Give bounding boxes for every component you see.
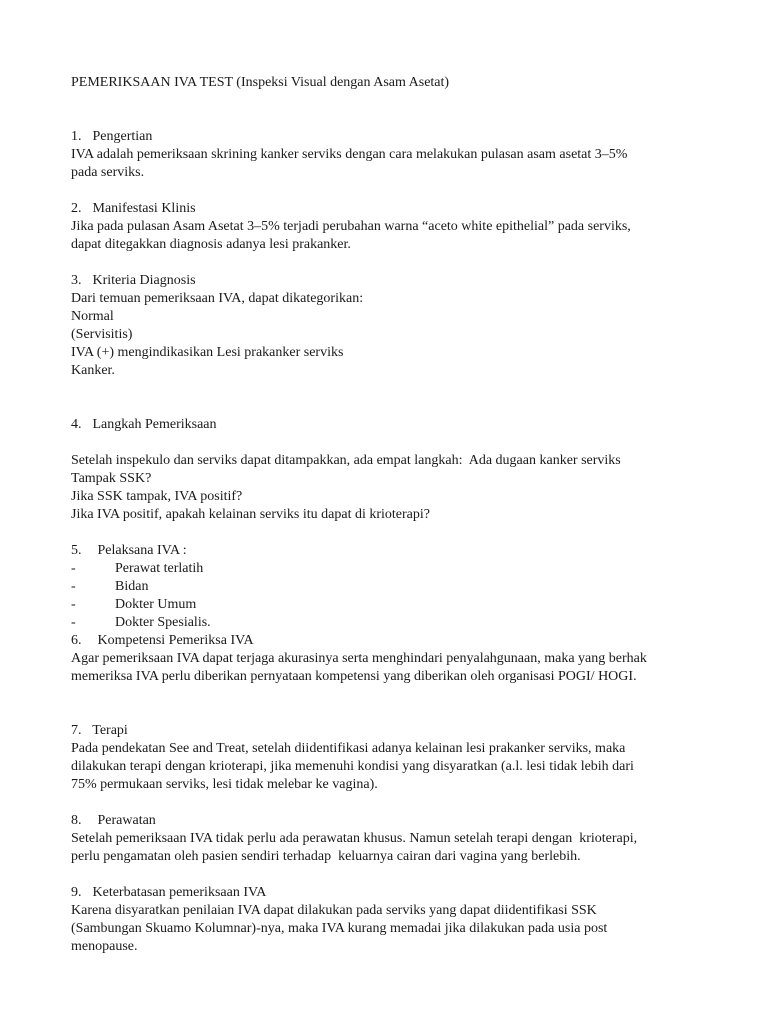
list-dash: - bbox=[71, 615, 76, 630]
section-pelaksana-iva bbox=[71, 542, 711, 632]
paragraph-line: Jika SSK tampak, IVA positif? bbox=[71, 489, 243, 504]
section-heading bbox=[71, 884, 711, 902]
section-number: 9. bbox=[71, 885, 82, 900]
section-title: Kriteria Diagnosis bbox=[92, 273, 196, 288]
section-terapi bbox=[71, 722, 711, 794]
paragraph-line: (Sambungan Skuamo Kolumnar)-nya, maka IVA kurang memadai jika dilakukan pada usia post bbox=[71, 921, 608, 936]
section-langkah-pemeriksaan bbox=[71, 416, 711, 524]
section-title: Perawatan bbox=[97, 813, 156, 828]
paragraph-line: Jika IVA positif, apakah kelainan serviks itu dapat di krioterapi? bbox=[71, 507, 430, 522]
paragraph-line: memeriksa IVA perlu diberikan pernyataan kompetensi yang diberikan oleh organisasi POGI/ HOGI. bbox=[71, 669, 637, 684]
section-pengertian bbox=[71, 128, 711, 182]
paragraph-line: Dari temuan pemeriksaan IVA, dapat dikategorikan: bbox=[71, 291, 364, 306]
paragraph-line: pada serviks. bbox=[71, 165, 145, 180]
section-heading bbox=[71, 272, 711, 290]
list-item bbox=[71, 614, 711, 632]
paragraph-line: Setelah pemeriksaan IVA tidak perlu ada perawatan khusus. Namun setelah terapi dengan krioterapi, bbox=[71, 831, 638, 846]
section-title: Langkah Pemeriksaan bbox=[92, 417, 217, 432]
paragraph-line: dapat ditegakkan diagnosis adanya lesi prakanker. bbox=[71, 237, 351, 252]
section-heading bbox=[71, 812, 711, 830]
paragraph-line: dilakukan terapi dengan krioterapi, jika memenuhi kondisi yang disyaratkan (a.l. lesi tidak lebih dari bbox=[71, 759, 634, 774]
paragraph-line: 75% permukaan serviks, lesi tidak melebar ke vagina). bbox=[71, 777, 378, 792]
section-number: 2. bbox=[71, 201, 82, 216]
list-item bbox=[71, 560, 711, 578]
section-number: 7. bbox=[71, 723, 82, 738]
paragraph-line: Pada pendekatan See and Treat, setelah diidentifikasi adanya kelainan lesi prakanker serviks, maka bbox=[71, 741, 626, 756]
section-perawatan bbox=[71, 812, 711, 866]
section-title: Manifestasi Klinis bbox=[92, 201, 196, 216]
section-title: Terapi bbox=[92, 723, 128, 738]
list-item-text: Bidan bbox=[115, 579, 149, 594]
section-kompetensi-pemeriksa bbox=[71, 632, 711, 686]
list-dash: - bbox=[71, 561, 76, 576]
paragraph-line: Karena disyaratkan penilaian IVA dapat dilakukan pada serviks yang dapat diidentifikasi SSK bbox=[71, 903, 597, 918]
section-title: Pengertian bbox=[92, 129, 153, 144]
section-number: 4. bbox=[71, 417, 82, 432]
document-page bbox=[71, 74, 711, 974]
paragraph-line: Jika pada pulasan Asam Asetat 3–5% terjadi perubahan warna “aceto white epithelial” pada serviks, bbox=[71, 219, 631, 234]
list-item-text: Dokter Umum bbox=[115, 597, 197, 612]
list-dash: - bbox=[71, 579, 76, 594]
list-item bbox=[71, 578, 711, 596]
paragraph-line: IVA adalah pemeriksaan skrining kanker serviks dengan cara melakukan pulasan asam asetat 3–5% bbox=[71, 147, 628, 162]
paragraph-line: Agar pemeriksaan IVA dapat terjaga akurasinya serta menghindari penyalahgunaan, maka yang berhak bbox=[71, 651, 647, 666]
section-number: 3. bbox=[71, 273, 82, 288]
section-number: 6. bbox=[71, 633, 82, 648]
paragraph-line: Normal bbox=[71, 309, 114, 324]
section-number: 5. bbox=[71, 543, 82, 558]
section-heading bbox=[71, 542, 711, 560]
section-title: Keterbatasan pemeriksaan IVA bbox=[92, 885, 267, 900]
section-number: 1. bbox=[71, 129, 82, 144]
list-item-text: Perawat terlatih bbox=[115, 561, 204, 576]
paragraph-line: menopause. bbox=[71, 939, 138, 954]
section-heading bbox=[71, 632, 711, 650]
paragraph-line: IVA (+) mengindikasikan Lesi prakanker serviks bbox=[71, 345, 344, 360]
section-title: Kompetensi Pemeriksa IVA bbox=[97, 633, 254, 648]
section-number: 8. bbox=[71, 813, 82, 828]
section-heading bbox=[71, 722, 711, 740]
paragraph-line: perlu pengamatan oleh pasien sendiri terhadap keluarnya cairan dari vagina yang berlebih. bbox=[71, 849, 581, 864]
list-dash: - bbox=[71, 597, 76, 612]
section-keterbatasan-pemeriksaan bbox=[71, 884, 711, 956]
section-title: Pelaksana IVA : bbox=[97, 543, 187, 558]
list-item bbox=[71, 596, 711, 614]
document-title: PEMERIKSAAN IVA TEST (Inspeksi Visual dengan Asam Asetat) bbox=[71, 75, 450, 90]
section-kriteria-diagnosis bbox=[71, 272, 711, 380]
paragraph-line: Setelah inspekulo dan serviks dapat ditampakkan, ada empat langkah: Ada dugaan kanker serviks bbox=[71, 453, 621, 468]
paragraph-line: Tampak SSK? bbox=[71, 471, 152, 486]
section-heading bbox=[71, 416, 711, 434]
section-heading bbox=[71, 200, 711, 218]
paragraph-line: Kanker. bbox=[71, 363, 115, 378]
list-item-text: Dokter Spesialis. bbox=[115, 615, 211, 630]
section-manifestasi-klinis bbox=[71, 200, 711, 254]
section-heading bbox=[71, 128, 711, 146]
paragraph-line: (Servisitis) bbox=[71, 327, 133, 342]
